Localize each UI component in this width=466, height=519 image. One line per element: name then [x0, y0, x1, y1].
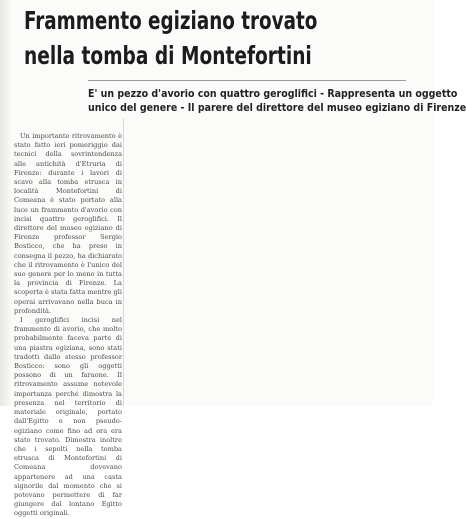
article-paragraph-1: Un importante ritrovamento è stato fatto ieri pomeriggio dai tecnici della sovrintendenza alle antichità d'Etruria di Firenze: durante i lavori di scavo alla tomba etrusca in località Montefortini di Comeana è stato portato alla luce un frammento d'avorio con incisi quattro geroglifici. Il direttore del museo egiziano di Firenze professor Sergio Bosticco, che ha preso in consegna il pezzo, ha dichiarato che il ritrovamento è l'unico del suo genere per lo meno in tutta la provincia di Firenze. La scoperta è stata fatta mentre gli operai arrivavano nella buca in profondità.	[14, 132, 122, 315]
column-divider	[123, 118, 124, 406]
headline-line-1: Frammento egiziano trovato	[24, 6, 318, 35]
article-paragraph-2: I geroglifici incisi nel frammento di avorio, che molto probabilmente faceva parte di una piastra egiziana, sono stati tradotti dallo stesso professor Bosticco: sono gli oggetti possono di un faraone. Il ritrovamento assume notevole importanza perché dimostra la presenza nel territorio di materiale originale, portato dall'Egitto e non pseudo-egiziano come fino ad ora era stato trovato. Dimostra inoltre che i sepolti nella tomba etrusca di Montefortini di Comeana dovevano appartenere ad una casta signorile dal momento che si potevano permettere di far giungere dal lontano Egitto oggetti originali.	[14, 316, 122, 518]
subheading-line-2: unico del genere - Il parere del direttore del museo egiziano di Firenze	[88, 101, 466, 114]
headline	[24, 4, 426, 74]
subheading-line-1: E' un pezzo d'avorio con quattro geroglifici - Rappresenta un oggetto	[88, 87, 458, 100]
subheading	[88, 87, 466, 115]
headline-line-2: nella tomba di Montefortini	[24, 41, 312, 70]
paper-edge-shadow	[0, 0, 12, 406]
headline-rule	[88, 80, 406, 81]
article-body-column	[14, 132, 122, 518]
